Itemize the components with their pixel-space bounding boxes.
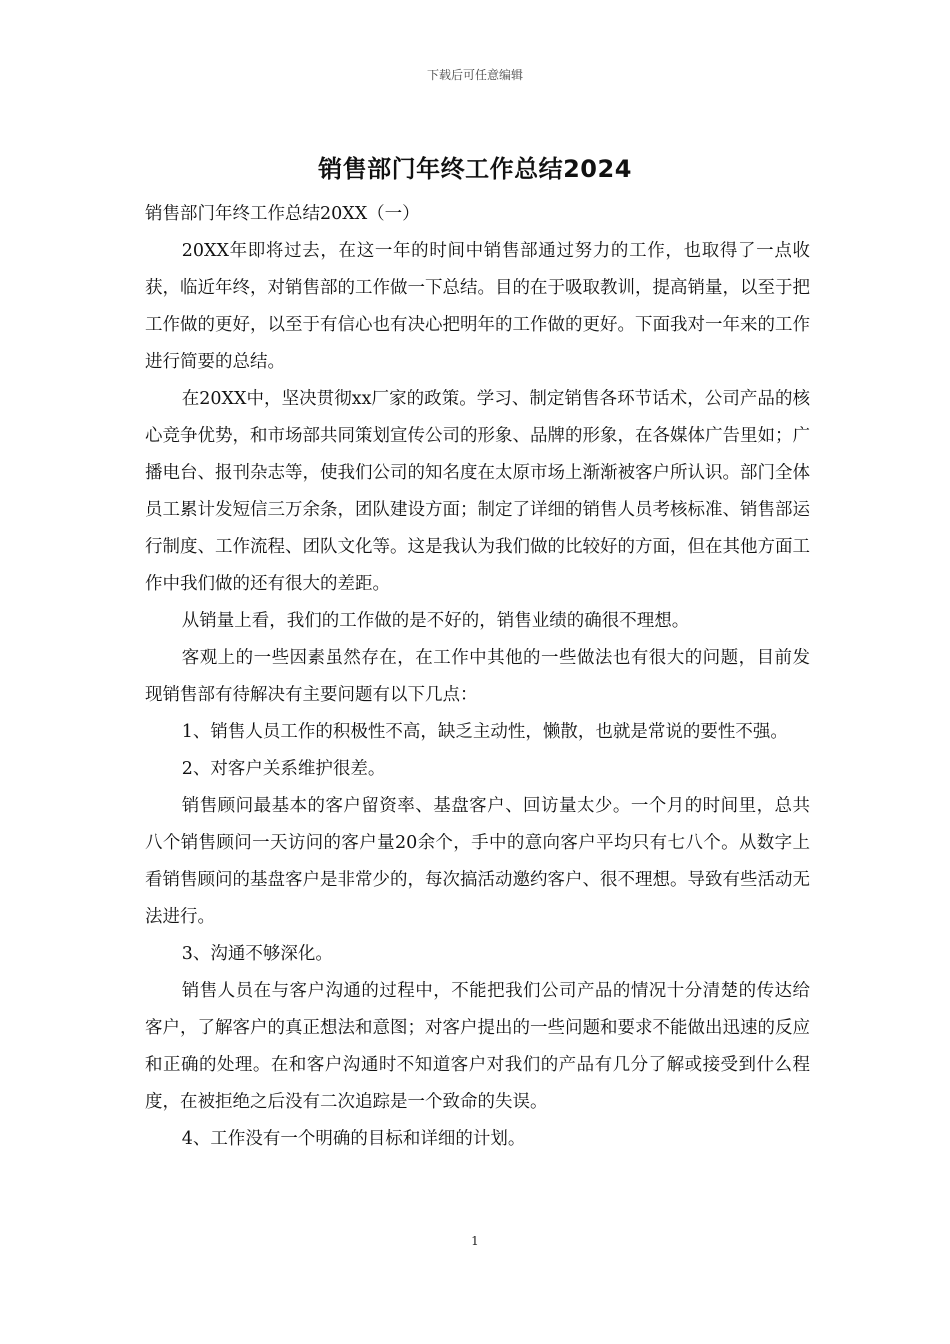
document-body — [145, 196, 810, 1158]
paragraph: 在20XX中，坚决贯彻xx厂家的政策。学习、制定销售各环节话术，公司产品的核心竞争优势，和市场部共同策划宣传公司的形象、品牌的形象，在各媒体广告里如；广播电台、报刊杂志等，使我们公司的知名度在太原市场上渐渐被客户所认识。部门全体员工累计发短信三万余条，团队建设方面；制定了详细的销售人员考核标准、销售部运行制度、工作流程、团队文化等。这是我认为我们做的比较好的方面，但在其他方面工作中我们做的还有很大的差距。 — [145, 389, 810, 594]
list-item: 1、销售人员工作的积极性不高，缺乏主动性，懒散，也就是常说的要性不强。 — [181, 722, 788, 742]
list-item: 4、工作没有一个明确的目标和详细的计划。 — [181, 1129, 526, 1149]
section-heading: 销售部门年终工作总结20XX（一） — [145, 204, 420, 224]
list-item: 2、对客户关系维护很差。 — [181, 759, 386, 779]
list-item: 3、沟通不够深化。 — [181, 944, 333, 964]
document-title: 销售部门年终工作总结2024 — [318, 155, 632, 183]
paragraph: 销售人员在与客户沟通的过程中，不能把我们公司产品的情况十分清楚的传达给客户，了解客户的真正想法和意图；对客户提出的一些问题和要求不能做出迅速的反应和正确的处理。在和客户沟通时不知道客户对我们的产品有几分了解或接受到什么程度，在被拒绝之后没有二次追踪是一个致命的失误。 — [145, 981, 810, 1112]
page-header: 下载后可任意编辑 — [426, 68, 523, 82]
paragraph: 20XX年即将过去，在这一年的时间中销售部通过努力的工作，也取得了一点收获，临近年终，对销售部的工作做一下总结。目的在于吸取教训，提高销量，以至于把工作做的更好，以至于有信心也有决心把明年的工作做的更好。下面我对一年来的工作进行简要的总结。 — [145, 241, 810, 372]
paragraph: 从销量上看，我们的工作做的是不好的，销售业绩的确很不理想。 — [181, 611, 690, 631]
paragraph: 客观上的一些因素虽然存在，在工作中其他的一些做法也有很大的问题，目前发现销售部有待解决有主要问题有以下几点： — [145, 648, 810, 705]
paragraph: 销售顾问最基本的客户留资率、基盘客户、回访量太少。一个月的时间里，总共八个销售顾问一天访问的客户量20余个，手中的意向客户平均只有七八个。从数字上看销售顾问的基盘客户是非常少的，每次搞活动邀约客户、很不理想。导致有些活动无法进行。 — [145, 796, 810, 927]
page-number: 1 — [471, 1234, 479, 1248]
